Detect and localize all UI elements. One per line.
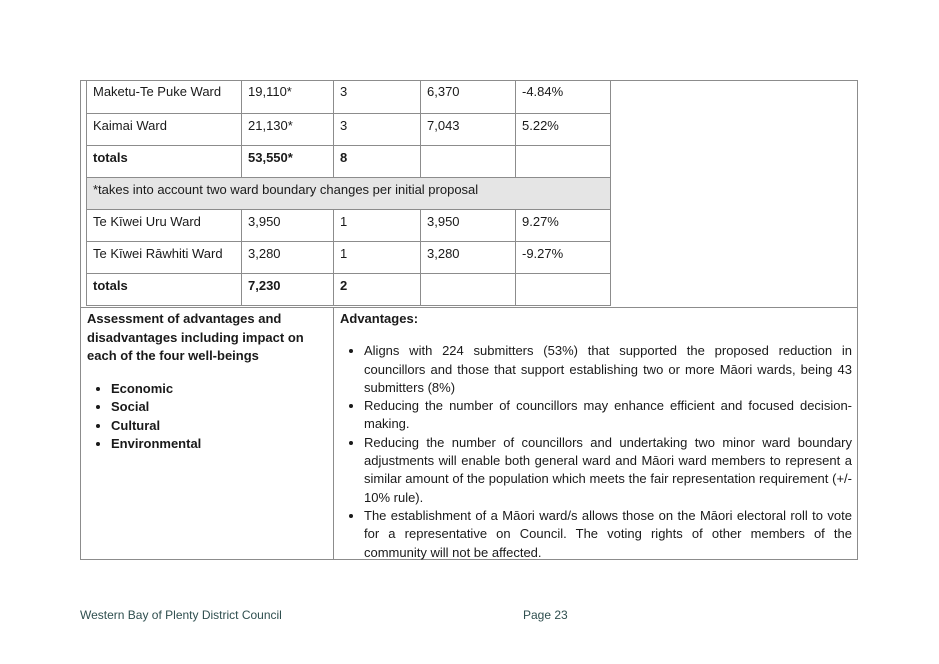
totals-row [87,145,611,177]
table-row [87,209,611,241]
column-divider [333,307,334,560]
assessment-heading: Assessment of advantages and disadvantages including impact on each of the four well-beings [87,311,304,363]
empty-cell [516,273,611,305]
ward-per-member: 3,280 [421,241,516,273]
ward-name: Maketu-Te Puke Ward [87,80,242,113]
ward-representation-table [86,80,611,306]
ward-name: Te Kīwei Uru Ward [87,209,242,241]
ward-members: 1 [334,241,421,273]
ward-population: 19,110* [242,80,334,113]
ward-population: 21,130* [242,113,334,145]
list-item: • Cultural [111,417,327,436]
ward-deviation: 5.22% [516,113,611,145]
section-divider [80,307,858,308]
table-row [87,80,611,113]
ward-members: 3 [334,113,421,145]
list-item: • Reducing the number of councillors may enhance efficient and focused decision-making. [364,397,852,434]
ward-population: 3,280 [242,241,334,273]
ward-members: 1 [334,209,421,241]
list-item: • Social [111,398,327,417]
footer-page-number: Page 23 [523,608,568,622]
ward-deviation: -9.27% [516,241,611,273]
list-item: • Aligns with 224 submitters (53%) that supported the proposed reduction in councillors and those that support establishing two or more Māori wards, being 43 submitters (8%) [364,342,852,397]
empty-cell [421,273,516,305]
assessment-cell [87,310,327,454]
ward-name: Kaimai Ward [87,113,242,145]
table-row [87,113,611,145]
footer-organisation: Western Bay of Plenty District Council [80,608,282,622]
advantages-heading: Advantages: [340,311,419,326]
wellbeings-list [87,380,327,454]
ward-per-member: 3,950 [421,209,516,241]
totals-members: 8 [334,145,421,177]
ward-deviation: -4.84% [516,80,611,113]
list-item: • Economic [111,380,327,399]
ward-per-member: 6,370 [421,80,516,113]
empty-cell [421,145,516,177]
empty-cell [516,145,611,177]
totals-population: 53,550* [242,145,334,177]
advantages-cell [340,310,852,562]
list-item: • The establishment of a Māori ward/s allows those on the Māori electoral roll to vote for a representative on Council. The voting rights of other members of the community will not be affected. [364,507,852,562]
list-item: • Environmental [111,435,327,454]
ward-population: 3,950 [242,209,334,241]
ward-per-member: 7,043 [421,113,516,145]
totals-label: totals [87,273,242,305]
table-row [87,241,611,273]
ward-deviation: 9.27% [516,209,611,241]
list-item: • Reducing the number of councillors and undertaking two minor ward boundary adjustments will enable both general ward and Māori ward members to represent a similar amount of the population which meets the fair representation requirement (+/- 10% rule). [364,434,852,507]
totals-label: totals [87,145,242,177]
totals-population: 7,230 [242,273,334,305]
boundary-note: *takes into account two ward boundary changes per initial proposal [87,177,611,209]
ward-name: Te Kīwei Rāwhiti Ward [87,241,242,273]
ward-members: 3 [334,80,421,113]
advantages-list [340,342,852,562]
totals-row [87,273,611,305]
totals-members: 2 [334,273,421,305]
note-row [87,177,611,209]
